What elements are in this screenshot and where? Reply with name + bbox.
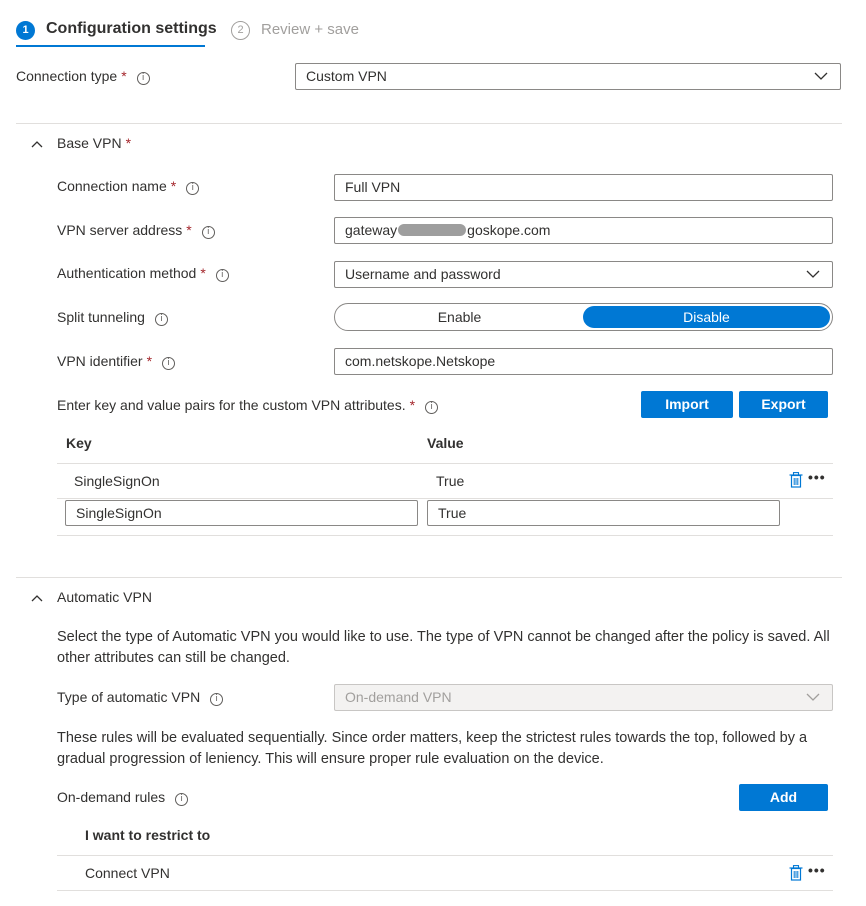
- row-value: Connect VPN: [85, 865, 170, 881]
- step-2-badge: 2: [231, 21, 250, 40]
- step-1-label: Configuration settings: [46, 20, 217, 37]
- vpn-server-address-input[interactable]: [334, 217, 833, 244]
- trash-icon[interactable]: [789, 472, 803, 488]
- divider: [16, 577, 842, 578]
- new-value-value: True: [438, 505, 467, 521]
- authentication-method-text: Authentication method: [57, 265, 197, 281]
- custom-attributes-text: Enter key and value pairs for the custom VPN attributes.: [57, 397, 406, 413]
- chevron-up-icon[interactable]: [31, 594, 43, 602]
- info-icon[interactable]: i: [425, 401, 438, 414]
- restrict-column-header: I want to restrict to: [85, 827, 211, 843]
- connection-type-label: [16, 68, 150, 85]
- info-icon[interactable]: i: [137, 72, 150, 85]
- required-asterisk: *: [121, 68, 127, 84]
- info-icon[interactable]: i: [210, 693, 223, 706]
- new-value-input[interactable]: [427, 500, 780, 526]
- chevron-down-icon: [806, 685, 820, 710]
- authentication-method-dropdown[interactable]: [334, 261, 833, 288]
- server-address-prefix: gateway: [345, 222, 398, 238]
- split-tunneling-disable[interactable]: Disable: [583, 306, 830, 328]
- info-icon[interactable]: i: [186, 182, 199, 195]
- connection-name-label: [57, 178, 199, 195]
- connection-type-value: Custom VPN: [306, 68, 387, 84]
- required-asterisk: *: [200, 265, 206, 281]
- vpn-server-address-text: VPN server address: [57, 222, 183, 238]
- vpn-identifier-value: com.netskope.Netskope: [345, 353, 496, 369]
- authentication-method-label: [57, 265, 229, 282]
- connection-name-input[interactable]: [334, 174, 833, 201]
- step-1-badge: 1: [16, 21, 35, 40]
- chevron-down-icon: [806, 262, 820, 287]
- row-value: True: [436, 473, 465, 489]
- connection-type-dropdown[interactable]: [295, 63, 841, 90]
- more-options-icon[interactable]: •••: [808, 862, 826, 878]
- required-asterisk: *: [125, 135, 132, 151]
- divider: [57, 535, 833, 536]
- automatic-vpn-type-value: On-demand VPN: [345, 689, 452, 705]
- automatic-vpn-type-text: Type of automatic VPN: [57, 689, 201, 705]
- new-key-input[interactable]: [65, 500, 418, 526]
- authentication-method-value: Username and password: [345, 266, 501, 282]
- redacted-blur: [398, 224, 466, 236]
- split-tunneling-enable[interactable]: Enable: [437, 309, 482, 325]
- automatic-vpn-description: Select the type of Automatic VPN you would like to use. The type of VPN cannot be changed after the policy is saved. All other attributes can still be changed.: [57, 629, 830, 666]
- add-rule-button[interactable]: Add: [739, 784, 828, 811]
- import-button[interactable]: Import: [641, 391, 733, 418]
- trash-icon[interactable]: [789, 865, 803, 881]
- split-tunneling-toggle: [334, 303, 833, 331]
- on-demand-rules-label: [57, 789, 188, 806]
- export-button[interactable]: Export: [739, 391, 828, 418]
- required-asterisk: *: [186, 222, 192, 238]
- split-tunneling-text: Split tunneling: [57, 309, 145, 325]
- vpn-identifier-input[interactable]: [334, 348, 833, 375]
- automatic-vpn-type-dropdown[interactable]: [334, 684, 833, 711]
- step-2-label: Review + save: [261, 21, 359, 38]
- table-row: [57, 856, 833, 890]
- row-key: SingleSignOn: [74, 473, 160, 489]
- value-column-header: Value: [427, 435, 464, 451]
- custom-attributes-label: [57, 397, 438, 414]
- divider: [57, 498, 833, 499]
- server-address-suffix: goskope.com: [467, 222, 551, 238]
- info-icon[interactable]: i: [175, 793, 188, 806]
- automatic-vpn-header[interactable]: Automatic VPN: [57, 589, 152, 605]
- more-options-icon[interactable]: •••: [808, 469, 826, 485]
- automatic-vpn-type-label: [57, 689, 223, 706]
- base-vpn-header[interactable]: [57, 135, 131, 151]
- vpn-identifier-text: VPN identifier: [57, 353, 143, 369]
- active-step-underline: [16, 45, 205, 47]
- new-key-value: SingleSignOn: [76, 505, 162, 521]
- info-icon[interactable]: i: [155, 313, 168, 326]
- required-asterisk: *: [146, 353, 153, 369]
- chevron-up-icon[interactable]: [31, 140, 43, 148]
- chevron-down-icon: [814, 64, 828, 89]
- info-icon[interactable]: i: [162, 357, 175, 370]
- connection-type-text: Connection type: [16, 68, 118, 84]
- key-column-header: Key: [66, 435, 92, 451]
- divider: [57, 890, 833, 891]
- connection-name-value: Full VPN: [345, 179, 401, 195]
- table-row: [57, 464, 833, 498]
- on-demand-rules-text: On-demand rules: [57, 789, 166, 805]
- vpn-server-address-label: [57, 222, 215, 239]
- base-vpn-title: Base VPN: [57, 135, 122, 151]
- rules-description: These rules will be evaluated sequentially. Since order matters, keep the strictest rules towards the top, followed by a gradual progression of leniency. This will ensure proper rule evaluation on the device.: [57, 730, 808, 767]
- vpn-identifier-label: [57, 353, 175, 370]
- required-asterisk: *: [170, 178, 177, 194]
- divider: [16, 123, 842, 124]
- required-asterisk: *: [409, 397, 416, 413]
- info-icon[interactable]: i: [202, 226, 215, 239]
- split-tunneling-label: [57, 309, 168, 326]
- connection-name-text: Connection name: [57, 178, 167, 194]
- info-icon[interactable]: i: [216, 269, 229, 282]
